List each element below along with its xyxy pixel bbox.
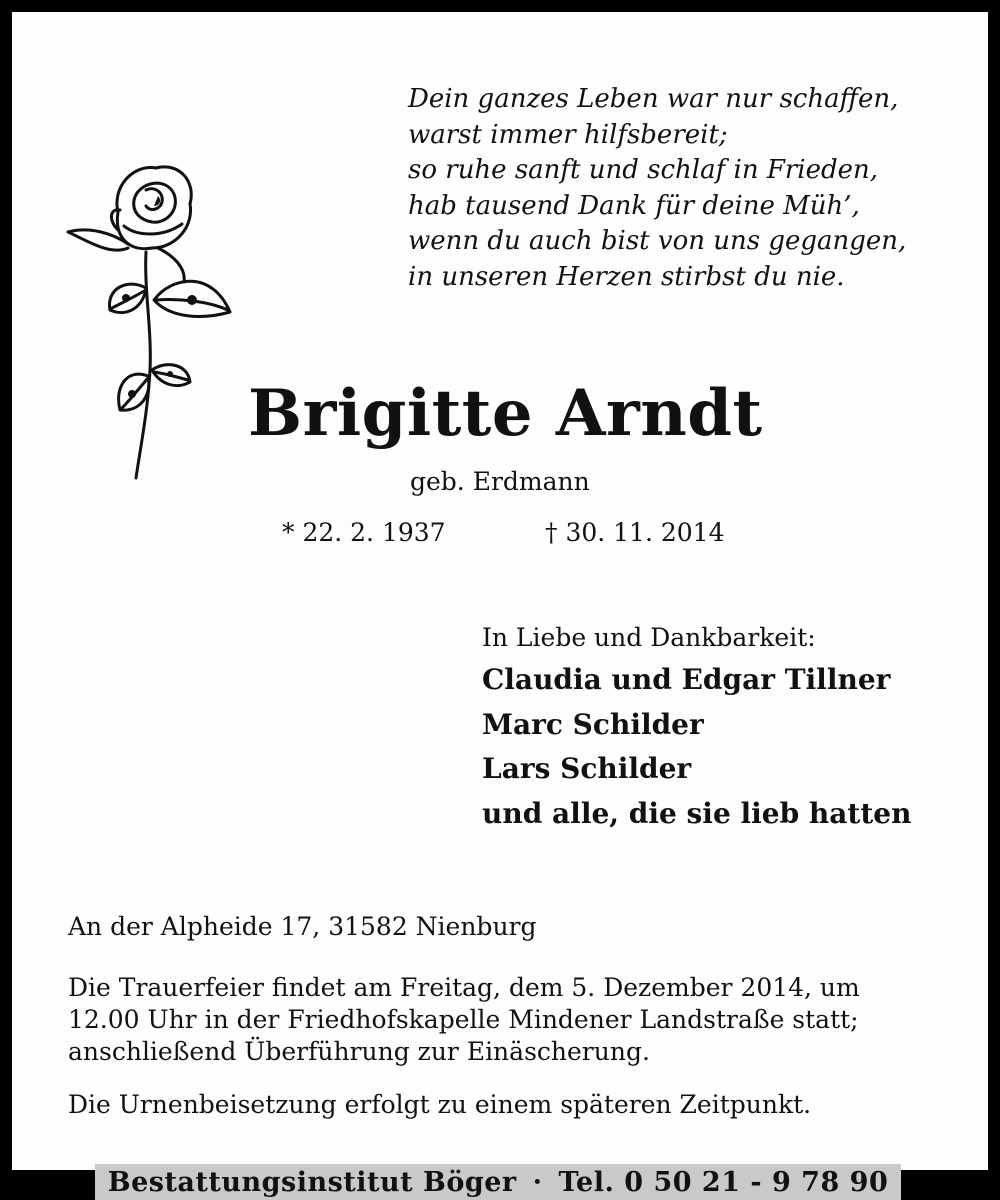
address: An der Alpheide 17, 31582 Nienburg xyxy=(68,912,537,941)
rose-icon xyxy=(62,160,237,485)
funeral-home-phone: Tel. 0 50 21 - 9 78 90 xyxy=(558,1166,889,1198)
birth-date: * 22. 2. 1937 xyxy=(282,518,446,547)
poem-line: wenn du auch bist von uns gegangen, xyxy=(408,226,907,256)
birth-name: geb. Erdmann xyxy=(410,467,590,496)
poem-line: warst immer hilfsbereit; xyxy=(408,119,728,150)
mourners-block xyxy=(482,618,911,836)
deceased-name: Brigitte Arndt xyxy=(248,376,763,451)
ceremony-line: anschließend Überführung zur Einäscherung. xyxy=(68,1037,650,1066)
poem-line: Dein ganzes Leben war nur schaffen, xyxy=(408,84,899,114)
poem-line: in unseren Herzen stirbst du nie. xyxy=(408,261,845,292)
funeral-home-footer xyxy=(95,1164,901,1200)
poem xyxy=(408,82,906,295)
ceremony-line: Die Trauerfeier findet am Freitag, dem 5. Dezember 2014, um xyxy=(68,973,860,1002)
mourner-name: Marc Schilder xyxy=(482,707,704,741)
ceremony-line: 12.00 Uhr in der Friedhofskapelle Mindener Landstraße statt; xyxy=(68,1005,859,1034)
mourner-name: und alle, die sie lieb hatten xyxy=(482,796,912,830)
mourners-intro: In Liebe und Dankbarkeit: xyxy=(482,623,816,652)
funeral-home-name: Bestattungsinstitut Böger xyxy=(107,1166,517,1198)
poem-line: hab tausend Dank für deine Müh’, xyxy=(408,190,860,221)
poem-line: so ruhe sanft und schlaf in Frieden, xyxy=(408,155,879,185)
ceremony-info xyxy=(68,972,860,1068)
death-date: † 30. 11. 2014 xyxy=(545,518,725,547)
obituary-notice xyxy=(12,12,988,1170)
mourner-name: Claudia und Edgar Tillner xyxy=(482,663,891,696)
urn-burial-info: Die Urnenbeisetzung erfolgt zu einem späteren Zeitpunkt. xyxy=(68,1090,812,1119)
mourner-name: Lars Schilder xyxy=(482,752,692,785)
footer-separator: · xyxy=(532,1166,543,1198)
